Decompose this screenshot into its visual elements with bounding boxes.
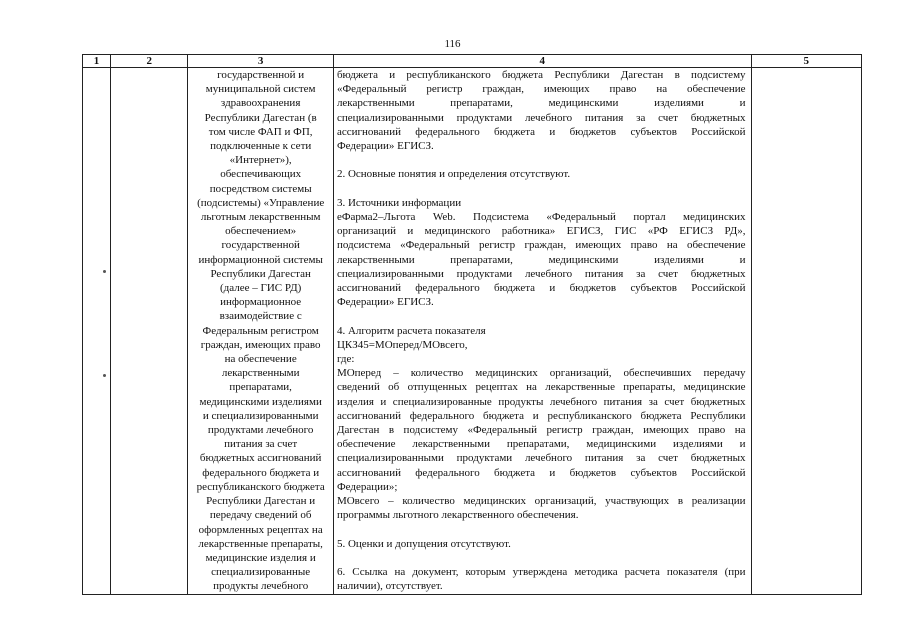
description-line: обеспечением» (225, 225, 297, 238)
description-line: Республики Дагестан и (206, 495, 316, 508)
description-line: информационное (220, 296, 302, 309)
description-line: специализированные (211, 566, 311, 579)
column-header-5: 5 (751, 55, 861, 68)
text-line: бюджета и республиканского бюджета Республики Дагестан в подсистему (336, 69, 746, 81)
scan-artifact-dot (103, 270, 106, 273)
column-header-3: 3 (188, 55, 334, 68)
cell-col-4 (333, 68, 751, 595)
text-line: обеспечение лекарственными препаратами, медицинскими изделиями и (336, 438, 746, 451)
description-line: государственной (221, 239, 300, 252)
description-line: «Интернет»), (229, 154, 292, 167)
description-line: на обеспечение (224, 353, 297, 366)
text-line: изделия и специализированные продукты лечебного питания за счет бюджетных (336, 395, 746, 408)
cell-col-3 (188, 68, 334, 595)
text-line: лекарственными препаратами, медицинскими изделиями и (336, 97, 746, 110)
description-line: граждан, имеющих право (200, 338, 321, 351)
text-line: организаций и медицинского работника» ЕГИСЗ, ГИС «РФ ЕГИСЗ РД», (336, 225, 746, 238)
cell-col-1 (83, 68, 111, 595)
description-line: льготным лекарственным (200, 211, 321, 224)
paragraph-sources-title: 3. Источники информации (336, 196, 462, 209)
text-line: «Федеральный регистр граждан, имеющих право на обеспечение (336, 83, 746, 96)
text-line: Федерации» ЕГИСЗ. (336, 296, 434, 309)
text-line: лекарственными препаратами, медицинскими изделиями и (336, 253, 746, 266)
description-line: и специализированными (202, 409, 319, 422)
description-line: лекарственными (221, 367, 300, 380)
formula: ЦКЗ45=МОперед/МОвсего, (336, 338, 468, 351)
definition-mo-transferred (337, 366, 746, 494)
text-line: еФарма2–Льгота Web. Подсистема «Федеральный портал медицинских (336, 211, 746, 223)
description-line: подключенные к сети (210, 140, 312, 153)
description-line: информационной системы (198, 253, 323, 266)
text-line: ассигнований федерального бюджета и республиканского бюджета Республики (336, 409, 746, 422)
text-line: специализированными продуктами лечебного питания за счет бюджетных (336, 452, 746, 465)
paragraph-reference (337, 565, 746, 593)
paragraph-estimates: 5. Оценки и допущения отсутствуют. (336, 537, 511, 550)
description-line: лекарственные препараты, (198, 537, 323, 550)
column-header-2: 2 (111, 55, 188, 68)
description-line: Республики Дагестан (210, 267, 311, 280)
paragraph-definitions: 2. Основные понятия и определения отсутствуют. (336, 168, 571, 181)
definition-mo-total (337, 494, 746, 522)
text-line: сведений об отпущенных рецептах на лекарственные препараты, медицинские (336, 381, 746, 394)
description-line: том числе ФАП и ФП, (208, 125, 313, 138)
indicator-description (188, 68, 333, 594)
text-line: Федерации»; (336, 480, 398, 493)
methodology-text (334, 68, 751, 593)
description-line: бюджетных ассигнований (199, 452, 322, 465)
description-line: (подсистемы) «Управление (197, 196, 325, 209)
description-line: оформленных рецептах на (198, 523, 323, 536)
text-line: ассигнований федерального бюджета и бюджетов субъектов Российской (336, 282, 746, 295)
description-line: обеспечивающих (220, 168, 302, 181)
text-line: подсистема «Федеральный регистр граждан, имеющих право на обеспечение (336, 239, 746, 252)
cell-col-2 (111, 68, 188, 595)
description-line: государственной и (217, 69, 305, 81)
description-line: здравоохранения (220, 97, 301, 110)
text-line: МОперед – количество медицинских организаций, обеспечивших передачу (336, 367, 746, 380)
description-line: передачу сведений об (209, 509, 312, 522)
table-row (83, 68, 862, 595)
paragraph-algorithm-title: 4. Алгоритм расчета показателя (336, 324, 486, 337)
scan-artifact-dot (103, 374, 106, 377)
text-line: ассигнований федерального бюджета и бюджетов субъектов Российской (336, 466, 746, 479)
description-line: (далее – ГИС РД) (219, 282, 302, 295)
description-line: республиканского бюджета (196, 480, 325, 493)
description-line: Федеральным регистром (202, 324, 319, 337)
description-line: питания за счет (224, 438, 298, 451)
description-line: продуктами лечебного (207, 424, 314, 437)
description-line: муниципальной систем (205, 83, 316, 96)
table-header-row (83, 55, 862, 68)
text-line: МОвсего – количество медицинских организаций, участвующих в реализации (336, 495, 746, 508)
paragraph-sources (337, 210, 746, 309)
formula-where: где: (336, 353, 355, 366)
description-line: препаратами, (229, 381, 292, 394)
description-line: медицинскими изделиями (199, 395, 322, 408)
text-line: программы льготного лекарственного обеспечения. (336, 509, 579, 522)
description-line: посредством системы (209, 182, 312, 195)
text-line: наличии), отсутствует. (336, 580, 443, 593)
description-line: федерального бюджета и (202, 466, 320, 479)
text-line: Федерации» ЕГИСЗ. (336, 140, 434, 153)
column-header-1: 1 (83, 55, 111, 68)
column-header-4: 4 (333, 55, 751, 68)
text-line: ассигнований федерального бюджета и бюджетов субъектов Российской (336, 125, 746, 138)
description-line: медицинские изделия и (205, 551, 316, 564)
description-line: взаимодействие с (219, 310, 302, 323)
text-line: 6. Ссылка на документ, которым утверждена методика расчета показателя (при (336, 566, 746, 579)
text-line: специализированными продуктами лечебного питания за счет бюджетных (336, 267, 746, 280)
text-line: специализированными продуктами лечебного питания за счет бюджетных (336, 111, 746, 124)
cell-col-5 (751, 68, 861, 595)
page-number: 116 (444, 38, 461, 50)
text-line: Дагестан в подсистему «Федеральный регистр граждан, имеющих право на (336, 424, 746, 437)
description-line: Республики Дагестан (в (204, 111, 317, 124)
description-line: продукты лечебного (213, 580, 309, 593)
paragraph-data-transfer (337, 68, 746, 153)
indicator-table (82, 54, 862, 595)
